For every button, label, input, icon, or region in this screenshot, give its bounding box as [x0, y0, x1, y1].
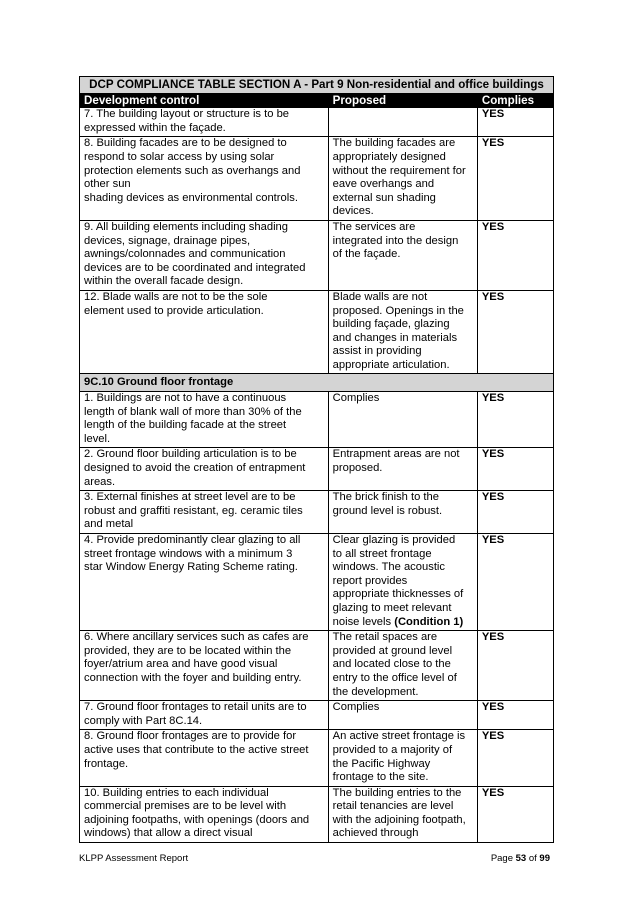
complies-cell: YES: [477, 631, 553, 701]
condition-reference: (Condition 1): [394, 615, 464, 628]
control-line: 7. The building layout or structure is to be: [84, 108, 290, 121]
proposed-line: The building facades are: [332, 137, 456, 150]
control-cell: [80, 730, 329, 786]
section-row: [80, 374, 554, 392]
control-cell: [80, 290, 329, 374]
control-line: provided, they are to be located within the: [84, 644, 292, 657]
complies-cell: YES: [477, 786, 553, 842]
control-line: 3. External finishes at street level are to be: [84, 491, 296, 504]
table-row: [80, 491, 554, 534]
proposed-line: the development.: [332, 685, 419, 698]
proposed-cell: [328, 534, 477, 631]
proposed-line: and changes in materials: [332, 331, 458, 344]
control-line: star Window Energy Rating Scheme rating.: [84, 561, 298, 574]
proposed-line: windows. The acoustic: [332, 561, 446, 574]
control-line: within the overall facade design.: [84, 275, 244, 288]
control-line: comply with Part 8C.14.: [84, 714, 203, 727]
proposed-line: Complies: [332, 701, 380, 714]
complies-cell: YES: [477, 730, 553, 786]
control-line: windows) that allow a direct visual: [84, 827, 253, 840]
proposed-line: frontage to the site.: [332, 771, 429, 784]
proposed-line: retail tenancies are level: [332, 800, 454, 813]
proposed-line: building façade, glazing: [332, 318, 450, 331]
control-line: devices are to be coordinated and integrated: [84, 261, 306, 274]
proposed-line: and located close to the: [332, 658, 451, 671]
proposed-cell: [328, 730, 477, 786]
control-line: 8. Building facades are to be designed to: [84, 137, 287, 150]
proposed-cell: [328, 786, 477, 842]
table-row: [80, 220, 554, 290]
control-line: and metal: [84, 518, 134, 531]
control-cell: [80, 448, 329, 491]
header-proposed: Proposed: [328, 93, 477, 108]
proposed-cell: [328, 448, 477, 491]
proposed-line: The services are: [332, 220, 416, 233]
complies-cell: YES: [477, 448, 553, 491]
control-line: shading devices as environmental controls.: [84, 191, 298, 204]
proposed-line: appropriately designed: [332, 150, 446, 163]
proposed-line: entry to the office level of: [332, 671, 457, 684]
table-row: [80, 730, 554, 786]
proposed-line: provided at ground level: [332, 644, 453, 657]
control-line: protection elements such as overhangs and: [84, 164, 301, 177]
proposed-line: The building entries to the: [332, 786, 462, 799]
control-line: areas.: [84, 475, 116, 488]
control-line: 1. Buildings are not to have a continuous: [84, 392, 287, 405]
control-line: length of blank wall of more than 30% of the: [84, 405, 302, 418]
complies-cell: YES: [477, 108, 553, 137]
proposed-line: The retail spaces are: [332, 631, 438, 644]
control-line: 4. Provide predominantly clear glazing to all: [84, 534, 301, 546]
control-line: 10. Building entries to each individual: [84, 786, 269, 799]
page-of: of: [526, 853, 540, 864]
control-line: awnings/colonnades and communication: [84, 248, 286, 261]
complies-cell: YES: [477, 220, 553, 290]
control-cell: [80, 220, 329, 290]
control-line: respond to solar access by using solar: [84, 150, 275, 163]
proposed-line: without the requirement for: [332, 164, 466, 177]
proposed-line: ground level is robust.: [332, 504, 443, 517]
table-row: [80, 631, 554, 701]
page-current: 53: [515, 853, 527, 864]
control-line: 6. Where ancillary services such as cafes are: [84, 631, 309, 644]
footer-page-number: [491, 853, 550, 864]
proposed-line: Complies: [332, 392, 380, 405]
table-row: [80, 448, 554, 491]
proposed-line: Clear glazing is provided: [332, 534, 456, 546]
proposed-cell: [328, 701, 477, 730]
proposed-cell: [328, 220, 477, 290]
table-row: [80, 108, 554, 137]
document-page: [79, 76, 554, 843]
proposed-line: The brick finish to the: [332, 491, 439, 504]
control-cell: [80, 108, 329, 137]
control-line: robust and graffiti resistant, eg. ceramic tiles: [84, 504, 303, 517]
control-line: designed to avoid the creation of entrapment: [84, 462, 306, 475]
section-heading: 9C.10 Ground floor frontage: [80, 374, 554, 392]
control-cell: [80, 137, 329, 221]
control-cell: [80, 786, 329, 842]
proposed-cell: [328, 491, 477, 534]
proposed-line: of the façade.: [332, 248, 401, 261]
proposed-cell: [328, 108, 477, 137]
proposed-line: Entrapment areas are not: [332, 448, 460, 461]
proposed-line: Blade walls are not: [332, 290, 428, 303]
table-header-row: [80, 93, 554, 108]
proposed-line: report provides: [332, 574, 408, 587]
header-complies: Complies: [477, 93, 553, 108]
control-cell: [80, 392, 329, 448]
control-line: foyer/atrium area and have good visual: [84, 658, 278, 671]
control-line: element used to provide articulation.: [84, 304, 264, 317]
proposed-line: assist in providing: [332, 345, 422, 358]
control-line: other sun: [84, 178, 131, 191]
proposed-line: to all street frontage: [332, 547, 432, 560]
control-cell: [80, 631, 329, 701]
control-line: 2. Ground floor building articulation is to be: [84, 448, 297, 461]
proposed-line: the Pacific Highway: [332, 757, 431, 770]
control-cell: [80, 491, 329, 534]
control-line: street frontage windows with a minimum 3: [84, 547, 293, 560]
complies-cell: YES: [477, 534, 553, 631]
proposed-line: eave overhangs and: [332, 178, 435, 191]
table-row: [80, 137, 554, 221]
control-line: connection with the foyer and building entry.: [84, 671, 302, 684]
proposed-line: with the adjoining footpath,: [332, 813, 466, 826]
control-cell: [80, 534, 329, 631]
complies-cell: YES: [477, 701, 553, 730]
control-line: active uses that contribute to the active street: [84, 743, 309, 756]
proposed-line: glazing to meet relevant: [332, 601, 452, 614]
proposed-line: integrated into the design: [332, 234, 459, 247]
page-prefix: Page: [490, 853, 516, 864]
proposed-line: achieved through: [332, 827, 419, 840]
table-title-row: [80, 77, 554, 94]
table-row: [80, 701, 554, 730]
complies-cell: YES: [477, 137, 553, 221]
proposed-line: An active street frontage is: [332, 730, 466, 743]
proposed-text: noise levels: [332, 615, 395, 628]
control-line: 7. Ground floor frontages to retail units are to: [84, 701, 307, 714]
control-line: frontage.: [84, 757, 129, 770]
proposed-cell: [328, 290, 477, 374]
proposed-line: appropriate articulation.: [332, 358, 450, 371]
complies-cell: YES: [477, 290, 553, 374]
control-line: 12. Blade walls are not to be the sole: [84, 290, 268, 303]
control-cell: [80, 701, 329, 730]
table-row: [80, 534, 554, 631]
proposed-line: external sun shading: [332, 191, 436, 204]
proposed-line: devices.: [332, 205, 374, 218]
compliance-table: [79, 76, 554, 843]
proposed-line: proposed.: [332, 462, 383, 475]
table-row: [80, 290, 554, 374]
proposed-line: appropriate thicknesses of: [332, 588, 464, 601]
table-title: DCP COMPLIANCE TABLE SECTION A - Part 9 Non-residential and office buildings: [80, 77, 554, 94]
proposed-line: proposed. Openings in the: [332, 304, 464, 317]
control-line: expressed within the façade.: [84, 121, 226, 134]
proposed-cell: [328, 631, 477, 701]
control-line: length of the building facade at the street: [84, 419, 287, 432]
control-line: 9. All building elements including shading: [84, 220, 288, 233]
header-development-control: Development control: [80, 93, 329, 108]
control-line: 8. Ground floor frontages are to provide for: [84, 730, 297, 743]
page-total: 99: [539, 853, 550, 864]
complies-cell: YES: [477, 392, 553, 448]
control-line: level.: [84, 432, 111, 445]
table-row: [80, 786, 554, 842]
proposed-cell: [328, 392, 477, 448]
proposed-cell: [328, 137, 477, 221]
control-line: devices, signage, drainage pipes,: [84, 234, 251, 247]
proposed-line: [333, 616, 473, 630]
control-line: adjoining footpaths, with openings (doors and: [84, 813, 310, 826]
complies-cell: YES: [477, 491, 553, 534]
control-line: commercial premises are to be level with: [84, 800, 287, 813]
footer-report-name: KLPP Assessment Report: [79, 853, 189, 864]
table-row: [80, 392, 554, 448]
proposed-line: provided to a majority of: [332, 743, 453, 756]
